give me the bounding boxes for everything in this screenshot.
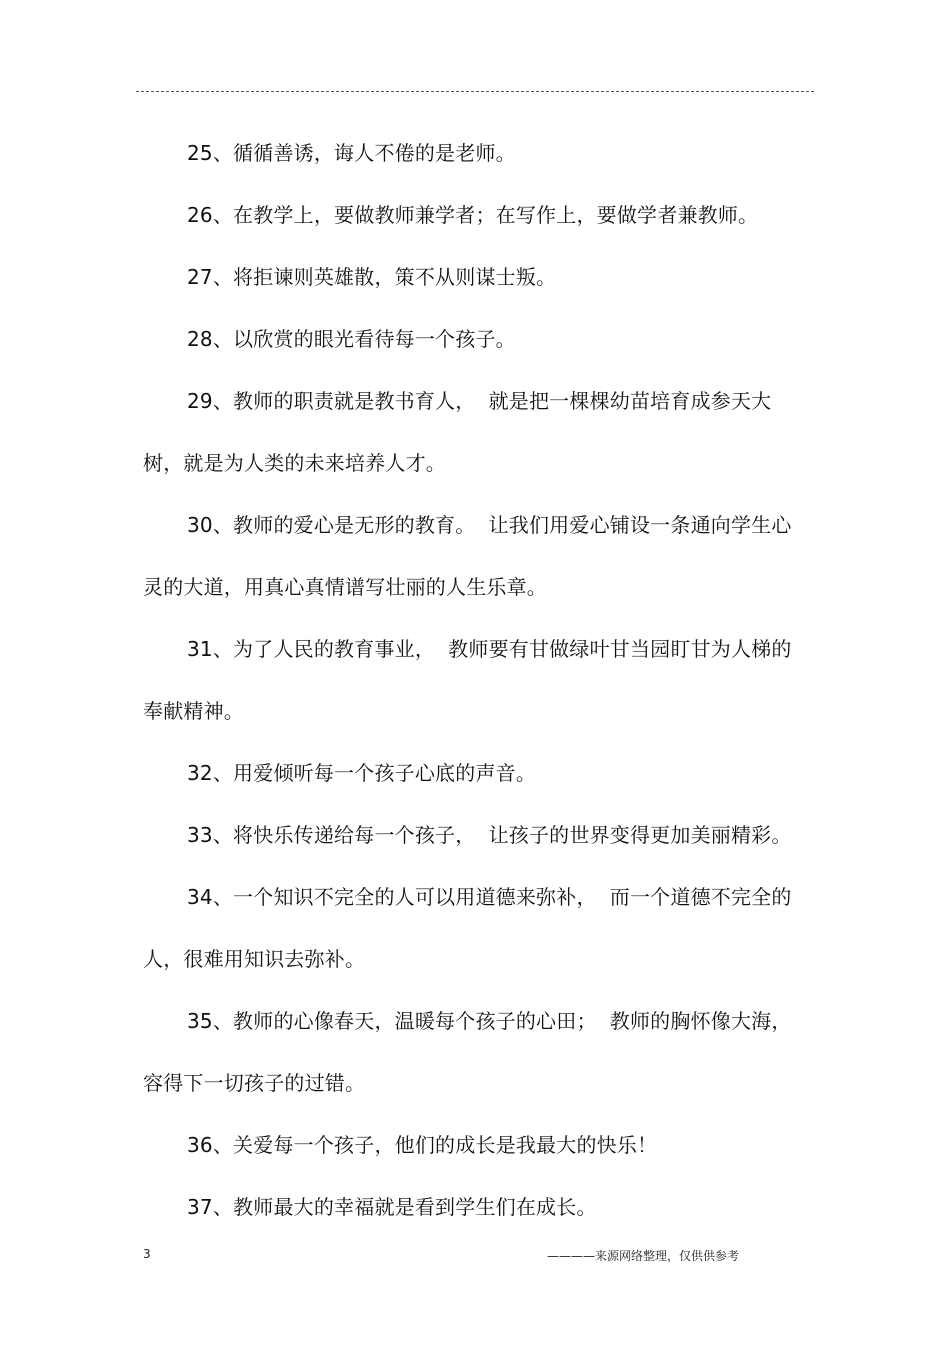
paragraph-36: 36、关爱每一个孩子，他们的成长是我最大的快乐！: [187, 1133, 658, 1157]
source-note: ————来源网络整理，仅供供参考: [547, 1249, 740, 1263]
paragraph-30: 30、教师的爱心是无形的教育。 让我们用爱心铺设一条通向学生心灵的大道，用真心真情谱写壮丽的人生乐章。: [143, 513, 792, 599]
paragraph-37: 37、教师最大的幸福就是看到学生们在成长。: [187, 1195, 597, 1219]
header-divider: [136, 91, 814, 92]
page-number: 3: [143, 1247, 151, 1261]
paragraph-32: 32、用爱倾听每一个孩子心底的声音。: [187, 761, 537, 785]
paragraph-29: 29、教师的职责就是教书育人， 就是把一棵棵幼苗培育成参天大树，就是为人类的未来培养人才。: [143, 389, 772, 475]
page-footer: [0, 1247, 950, 1269]
paragraph-27: 27、将拒谏则英雄散，策不从则谋士叛。: [187, 265, 557, 289]
document-body: [143, 122, 803, 1238]
paragraph-26: 26、在教学上，要做教师兼学者；在写作上，要做学者兼教师。: [187, 203, 759, 227]
paragraph-33: 33、将快乐传递给每一个孩子， 让孩子的世界变得更加美丽精彩。: [187, 823, 792, 847]
paragraph-31: 31、为了人民的教育事业， 教师要有甘做绿叶甘当园盯甘为人梯的奉献精神。: [143, 637, 792, 723]
paragraph-35: 35、教师的心像春天，温暖每个孩子的心田； 教师的胸怀像大海，容得下一切孩子的过错。: [143, 1009, 792, 1095]
paragraph-28: 28、以欣赏的眼光看待每一个孩子。: [187, 327, 516, 351]
paragraph-25: 25、循循善诱，诲人不倦的是老师。: [187, 141, 516, 165]
paragraph-34: 34、一个知识不完全的人可以用道德来弥补， 而一个道德不完全的人，很难用知识去弥补。: [143, 885, 792, 971]
